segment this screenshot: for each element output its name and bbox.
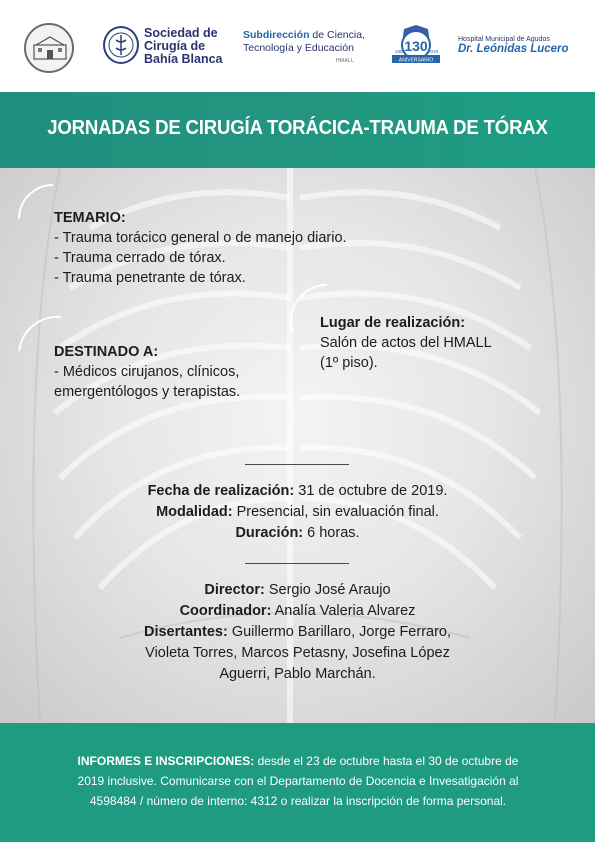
scbb-name: [144, 27, 234, 66]
lugar-line: Salón de actos del HMALL: [320, 335, 492, 351]
subd-line-1-rest: de Ciencia,: [309, 29, 365, 41]
scbb-line-1: Sociedad de: [144, 26, 218, 40]
scbb-line-2: Cirugía de: [144, 39, 206, 53]
destinado-line: emergentólogos y terapistas.: [54, 384, 241, 400]
disertantes-label: Disertantes:: [143, 624, 228, 640]
disertantes-line-1: Guillermo Barillaro, Jorge Ferraro,: [227, 624, 452, 640]
divider: [245, 464, 349, 465]
footer-line-3: 4598484 / número de interno: 4312 o realizar la inscripción de forma personal.: [89, 794, 507, 808]
footer-line-2: 2019 inclusive. Comunicarse con el Departamento de Docencia e Invesatigación al: [77, 774, 519, 788]
event-details: [0, 481, 595, 544]
header-logos: [0, 0, 595, 92]
footer-label: INFORMES E INSCRIPCIONES:: [77, 754, 255, 768]
fecha-label: Fecha de realización:: [147, 483, 295, 499]
destinado-line: - Médicos cirujanos, clínicos,: [54, 364, 240, 380]
subdireccion-name: [243, 29, 373, 55]
subd-sub: HMALL: [336, 58, 355, 64]
anniv-number: 130: [404, 38, 428, 54]
scbb-emblem-icon: [103, 26, 139, 64]
page-title: JORNADAS DE CIRUGÍA TORÁCICA-TRAUMA DE TÓRAX: [47, 117, 548, 139]
anniv-ribbon: ANIVERSARIO: [398, 57, 434, 64]
anniv-right: 2019: [428, 49, 439, 54]
divider: [245, 563, 349, 564]
modalidad-value: Presencial, sin evaluación final.: [232, 504, 439, 520]
temario-heading: TEMARIO:: [54, 210, 126, 226]
temario-item: - Trauma torácico general o de manejo diario.: [54, 230, 347, 246]
disertantes-line-3: Aguerri, Pablo Marchán.: [219, 666, 376, 682]
duracion-value: 6 horas.: [303, 525, 360, 541]
coordinador-value: Analía Valeria Alvarez: [271, 603, 416, 619]
disertantes-line-2: Violeta Torres, Marcos Petasny, Josefina López: [145, 645, 450, 661]
hospital-building-logo-icon: [24, 23, 74, 73]
subd-line-2: Tecnología y Educación: [243, 42, 354, 54]
hospital-name: [458, 36, 588, 55]
scbb-line-3: Bahía Blanca: [144, 52, 223, 66]
destinado-section: [54, 342, 314, 402]
lugar-section: [320, 313, 560, 373]
lugar-line: (1º piso).: [320, 355, 378, 371]
director-value: Sergio José Araujo: [264, 582, 391, 598]
destinado-heading: DESTINADO A:: [54, 344, 159, 360]
temario-item: - Trauma cerrado de tórax.: [54, 250, 226, 266]
hospital-big: Dr. Leónidas Lucero: [458, 43, 569, 55]
anniversary-130-logo: [390, 25, 442, 69]
coordinador-label: Coordinador:: [179, 603, 272, 619]
duracion-label: Duración:: [235, 525, 304, 541]
fecha-value: 31 de octubre de 2019.: [294, 483, 448, 499]
subd-bold: Subdirección: [243, 29, 310, 41]
modalidad-label: Modalidad:: [156, 504, 233, 520]
staff-details: [0, 580, 595, 685]
hospital-small: Hospital Municipal de Agudos: [458, 36, 550, 43]
footer-info: [28, 751, 568, 811]
director-label: Director:: [204, 582, 265, 598]
temario-section: [54, 208, 414, 288]
lugar-heading: Lugar de realización:: [320, 315, 466, 331]
footer-line-1: desde el 23 de octubre hasta el 30 de octubre de: [254, 754, 519, 768]
temario-item: - Trauma penetrante de tórax.: [54, 270, 246, 286]
anniv-left: 1889: [395, 49, 406, 54]
